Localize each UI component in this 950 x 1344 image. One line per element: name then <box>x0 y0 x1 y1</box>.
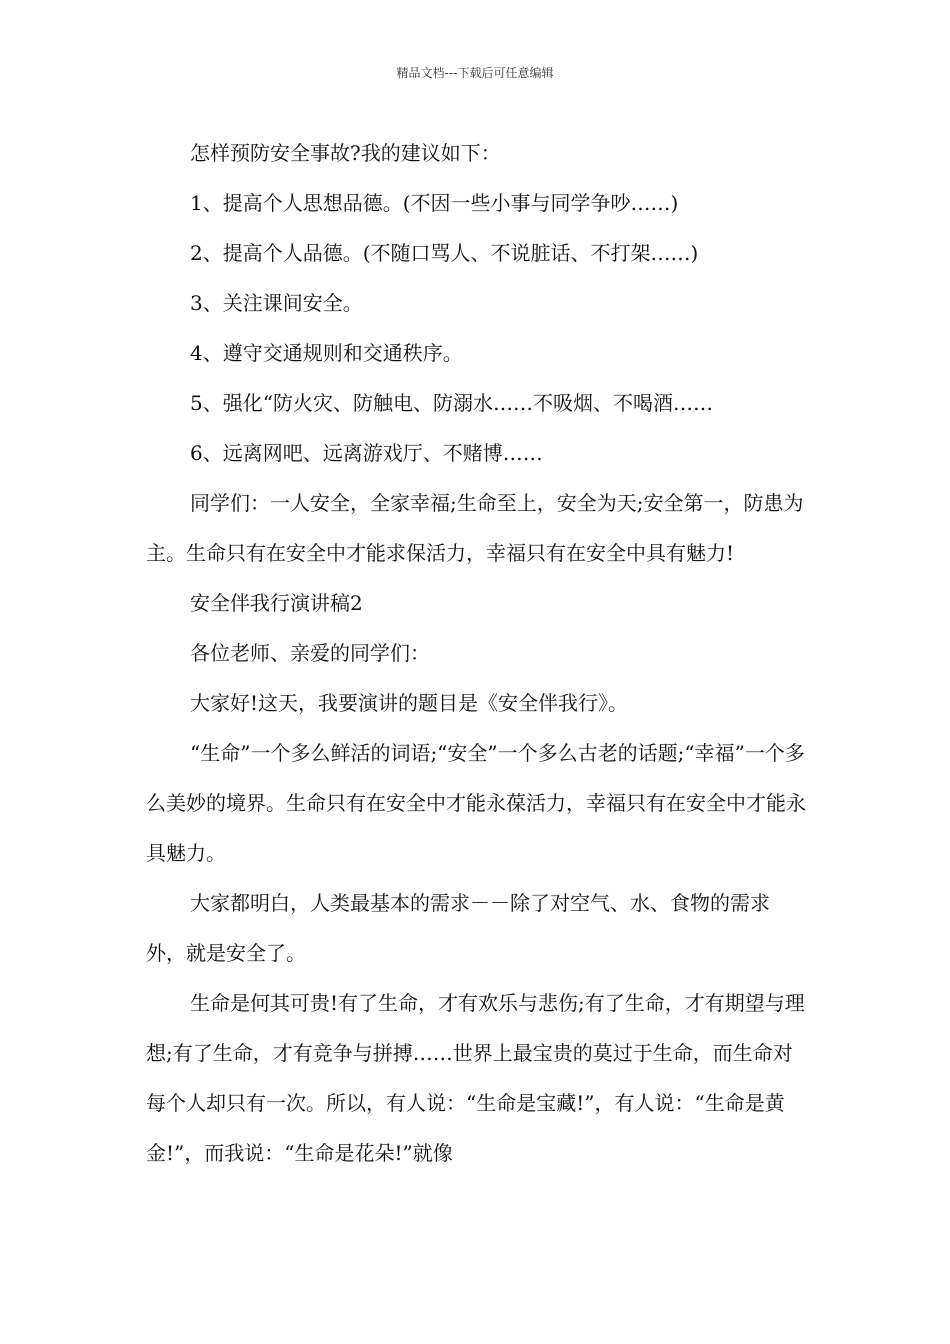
paragraph-basic-needs: 大家都明白，人类最基本的需求－－除了对空气、水、食物的需求外，就是安全了。 <box>146 891 770 965</box>
section-title: 安全伴我行演讲稿2 <box>190 591 363 615</box>
paragraph-greeting: 大家好!这天，我要演讲的题目是《安全伴我行》。 <box>190 691 629 715</box>
paragraph-conclusion: 同学们：一人安全，全家幸福;生命至上，安全为天;安全第一，防患为主。生命只有在安全中才能求保活力，幸福只有在安全中具有魅力! <box>146 491 804 565</box>
paragraph-intro-question: 怎样预防安全事故?我的建议如下： <box>190 141 501 165</box>
paragraph-list-item-2: 2、提高个人品德。(不随口骂人、不说脏话、不打架……) <box>190 241 699 265</box>
document-body <box>146 128 808 1178</box>
paragraph-salutation: 各位老师、亲爱的同学们： <box>190 641 430 665</box>
paragraph-list-item-5: 5、强化“防火灾、防触电、防溺水……不吸烟、不喝酒…… <box>190 391 713 415</box>
page-header: 精品文档---下载后可任意编辑 <box>396 66 554 80</box>
paragraph-value-of-life: 生命是何其可贵!有了生命，才有欢乐与悲伤;有了生命，才有期望与理想;有了生命，才有竞争与拼搏……世界上最宝贵的莫过于生命，而生命对每个人却只有一次。所以，有人说：“生命是宝藏!”，有人说：“生命是黄金!”，而我说：“生命是花朵!”就像 <box>146 991 805 1165</box>
paragraph-list-item-3: 3、关注课间安全。 <box>190 291 363 315</box>
paragraph-list-item-4: 4、遵守交通规则和交通秩序。 <box>190 341 463 365</box>
paragraph-list-item-1: 1、提高个人思想品德。(不因一些小事与同学争吵……) <box>190 191 679 215</box>
paragraph-life-safety: “生命”一个多么鲜活的词语;“安全”一个多么古老的话题;“幸福”一个多么美妙的境界。生命只有在安全中才能永葆活力，幸福只有在安全中才能永具魅力。 <box>146 741 806 865</box>
paragraph-list-item-6: 6、远离网吧、远离游戏厅、不赌博…… <box>190 441 543 465</box>
